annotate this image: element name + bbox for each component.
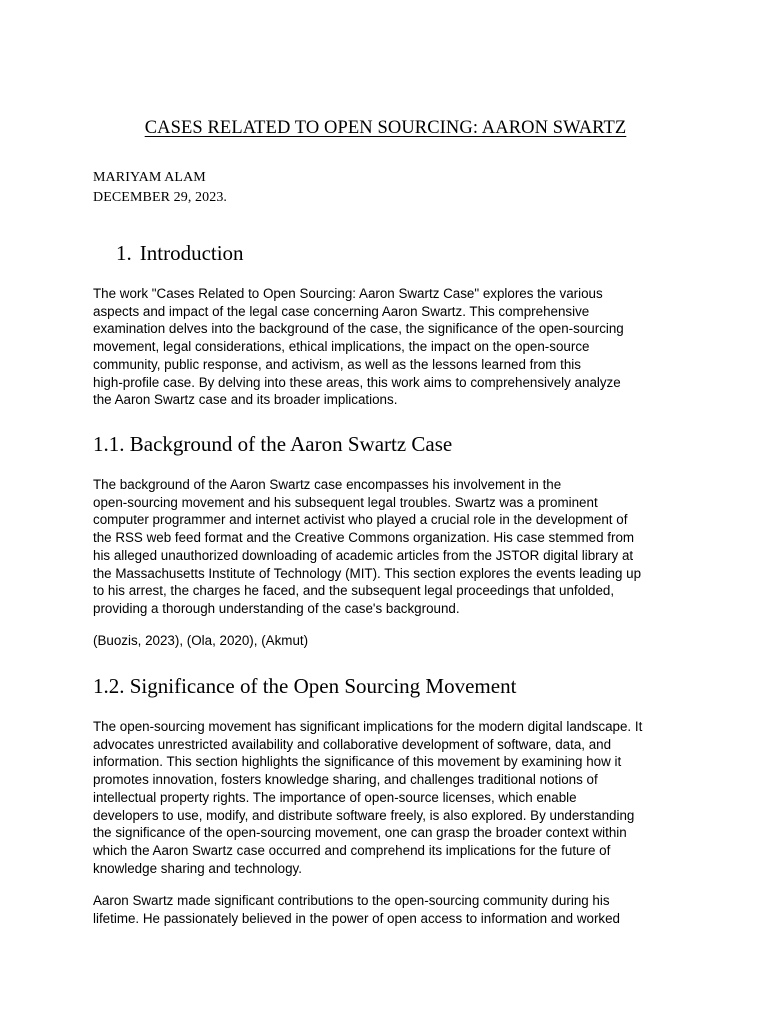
text-line: open-sourcing movement and his subsequent legal troubles. Swartz was a prominent (93, 494, 598, 510)
text-line: movement, legal considerations, ethical implications, the impact on the open-source (93, 339, 590, 355)
author-name: MARIYAM ALAM (93, 170, 206, 185)
text-line: information. This section highlights the significance of this movement by examining how it (93, 754, 622, 770)
text-line: promotes innovation, fosters knowledge sharing, and challenges traditional notions of (93, 772, 598, 788)
text-line: computer programmer and internet activist who played a crucial role in the development of (93, 512, 628, 528)
background-paragraph (93, 476, 683, 618)
heading-text: Introduction (139, 241, 244, 265)
significance-paragraph (93, 718, 683, 877)
text-line: advocates unrestricted availability and collaborative development of software, data, and (93, 736, 612, 752)
text-line: Aaron Swartz made significant contributions to the open-sourcing community during his (93, 893, 610, 908)
text-line: lifetime. He passionately believed in the power of open access to information and worked (93, 910, 620, 926)
text-line: which the Aaron Swartz case occurred and comprehend its implications for the future of (93, 842, 611, 858)
text-line: The work "Cases Related to Open Sourcing: Aaron Swartz Case" explores the various (93, 286, 603, 301)
text-line: The background of the Aaron Swartz case encompasses his involvement in the (93, 477, 562, 492)
text-line: the Aaron Swartz case and its broader implications. (93, 392, 398, 408)
document-date: DECEMBER 29, 2023. (93, 190, 228, 205)
text-line: community, public response, and activism, as well as the lessons learned from this (93, 356, 581, 372)
text-line: providing a thorough understanding of the case's background. (93, 600, 460, 616)
heading-number: 1. (116, 241, 132, 265)
text-line: developers to use, modify, and distribute software freely, is also explored. By understanding (93, 807, 635, 823)
text-line: The open-sourcing movement has significant implications for the modern digital landscape. It (93, 719, 643, 734)
intro-paragraph (93, 285, 683, 409)
text-line: the RSS web feed format and the Creative Commons organization. His case stemmed from (93, 530, 635, 546)
citation-text: (Buozis, 2023), (Ola, 2020), (Akmut) (93, 633, 309, 648)
text-line: high-profile case. By delving into these areas, this work aims to comprehensively analyze (93, 374, 621, 390)
text-line: the significance of the open-sourcing movement, one can grasp the broader context within (93, 825, 627, 841)
text-line: examination delves into the background of the case, the significance of the open-sourcing (93, 321, 624, 337)
document-title: CASES RELATED TO OPEN SOURCING: AARON SWARTZ (144, 118, 627, 138)
contributions-paragraph (93, 892, 683, 927)
text-line: the Massachusetts Institute of Technology (MIT). This section explores the events leading up (93, 565, 642, 581)
heading-significance: 1.2. Significance of the Open Sourcing Movement (93, 674, 517, 698)
text-line: aspects and impact of the legal case concerning Aaron Swartz. This comprehensive (93, 303, 590, 319)
text-line: knowledge sharing and technology. (93, 860, 302, 876)
text-line: his alleged unauthorized downloading of academic articles from the JSTOR digital library at (93, 547, 634, 563)
citation-line (93, 632, 683, 650)
text-line: to his arrest, the charges he faced, and the subsequent legal proceedings that unfolded, (93, 583, 615, 599)
heading-background: 1.1. Background of the Aaron Swartz Case (93, 432, 453, 456)
text-line: intellectual property rights. The importance of open-source licenses, which enable (93, 789, 577, 805)
heading-introduction (116, 241, 244, 266)
